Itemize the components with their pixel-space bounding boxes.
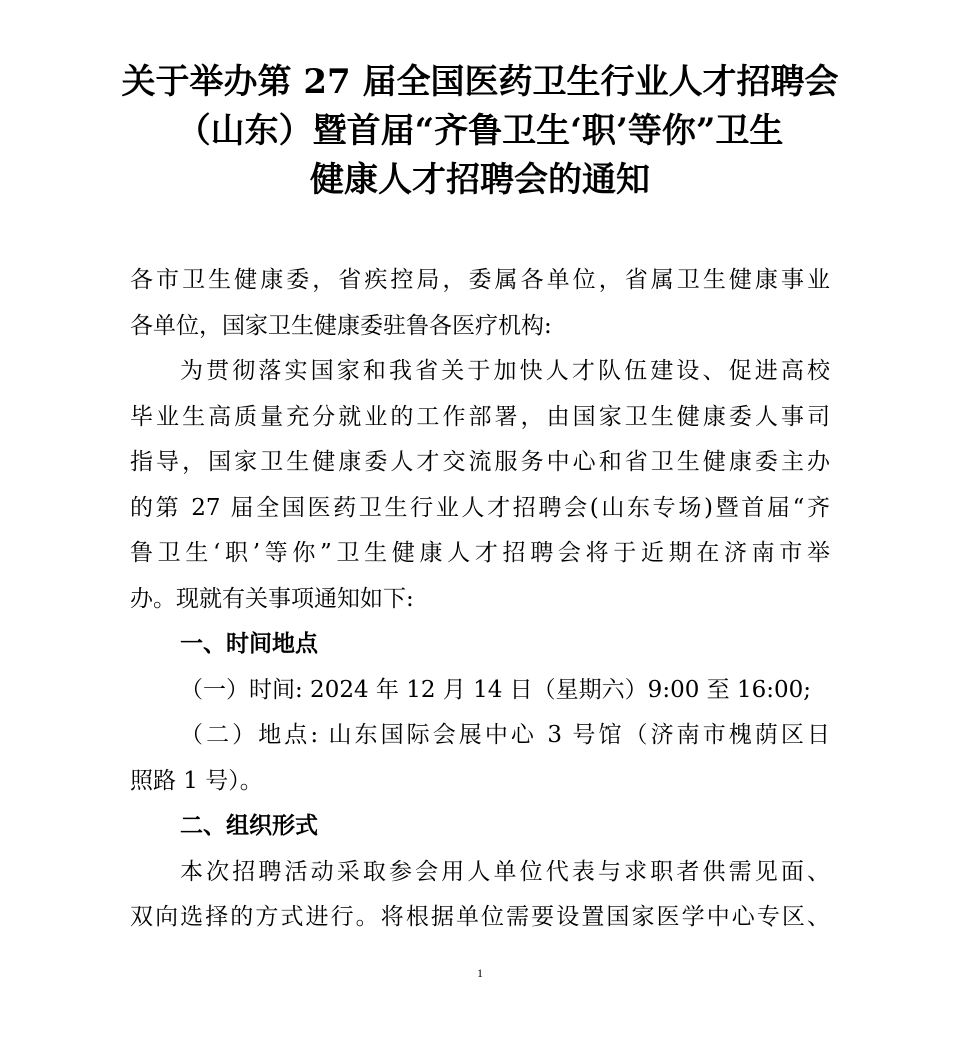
page-number: 1	[477, 966, 483, 980]
document-title	[110, 58, 850, 205]
paragraph-line: 本次招聘活动采取参会用人单位代表与求职者供需见面、	[180, 858, 830, 885]
paragraph-line: 毕业生高质量充分就业的工作部署，由国家卫生健康委人事司	[130, 403, 830, 430]
paragraph-line: 鲁卫生‘职’等你”卫生健康人才招聘会将于近期在济南市举	[130, 540, 830, 566]
paragraph-line: 办。现就有关事项通知如下:	[130, 585, 414, 612]
addressee-line: 各单位，国家卫生健康委驻鲁各医疗机构:	[130, 312, 552, 339]
paragraph-line: 指导，国家卫生健康委人才交流服务中心和省卫生健康委主办	[130, 449, 830, 475]
list-item: 照路 1 号）。	[130, 767, 263, 794]
document-body	[130, 258, 830, 941]
section-heading: 一、时间地点	[180, 631, 318, 657]
paragraph-line: 双向选择的方式进行。将根据单位需要设置国家医学中心专区、	[130, 904, 830, 930]
list-item: （一）时间: 2024 年 12 月 14 日（星期六）9:00 至 16:00;	[180, 676, 811, 703]
section-heading: 二、组织形式	[180, 813, 318, 839]
title-line: （山东）暨首届“齐鲁卫生‘职’等你”卫生	[176, 111, 784, 151]
list-item: （二）地点: 山东国际会展中心 3 号馆（济南市槐荫区日	[180, 722, 830, 748]
title-line: 关于举办第 27 届全国医药卫生行业人才招聘会	[121, 62, 839, 102]
title-line: 健康人才招聘会的通知	[310, 160, 650, 200]
paragraph-line: 为贯彻落实国家和我省关于加快人才队伍建设、促进高校	[180, 358, 830, 384]
addressee-line: 各市卫生健康委，省疾控局，委属各单位，省属卫生健康事业	[130, 267, 830, 293]
paragraph-line: 的第 27 届全国医药卫生行业人才招聘会(山东专场)暨首届“齐	[130, 494, 830, 521]
